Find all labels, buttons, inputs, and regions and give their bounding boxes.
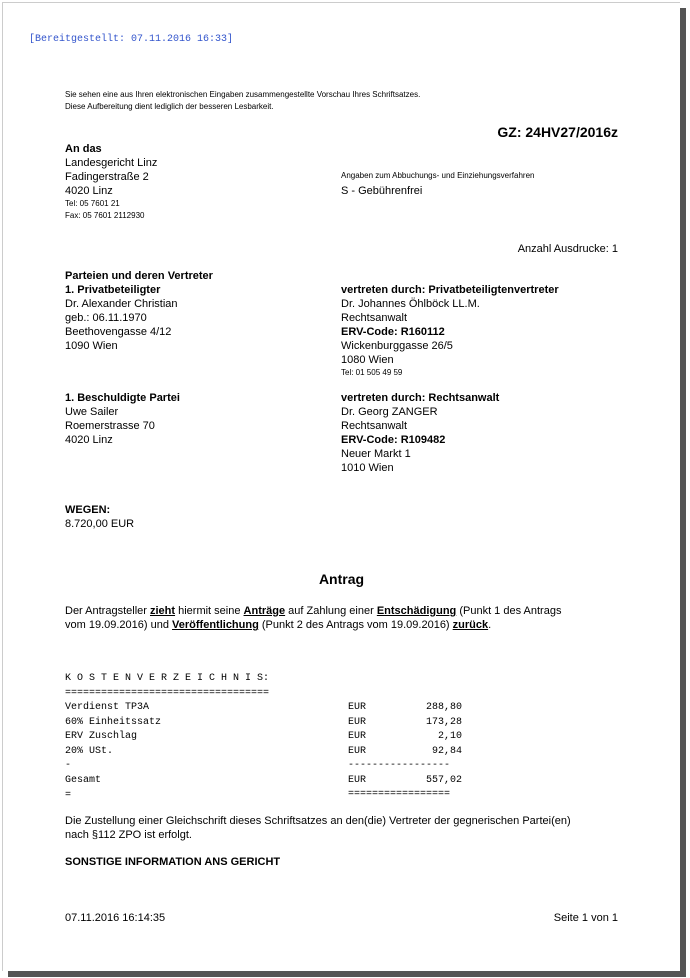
- antrag-text: auf Zahlung einer: [285, 605, 377, 617]
- addressee-heading: An das: [65, 143, 102, 155]
- party1-line: geb.: 06.11.1970: [65, 312, 147, 324]
- antrag-line-2: [65, 618, 561, 632]
- antrag-line-1: [65, 604, 561, 618]
- cost-row-currency: EUR: [348, 745, 367, 757]
- addressee-fax: Fax: 05 7601 2112930: [65, 211, 145, 220]
- footer-page-number: Seite 1 von 1: [553, 912, 618, 924]
- party2-line: Uwe Sailer: [65, 406, 119, 418]
- party1-rep-address: Wickenburggasse 26/5: [341, 340, 453, 352]
- antrag-text: (Punkt 2 des Antrags vom 19.09.2016): [258, 619, 453, 631]
- cost-rule-left: -: [65, 760, 72, 772]
- antrag-text: Der Antragsteller: [65, 605, 150, 617]
- party1-line: Dr. Alexander Christian: [65, 298, 178, 310]
- party2-rep-name: Dr. Georg ZANGER: [341, 406, 438, 418]
- preview-notice: [65, 89, 420, 113]
- party2-rep-title: Rechtsanwalt: [341, 420, 408, 432]
- cost-schedule-rule: ==================================: [65, 687, 270, 699]
- party2-role: 1. Beschuldigte Partei: [65, 392, 180, 404]
- antrag-text: .: [488, 619, 492, 631]
- party2-rep-heading: vertreten durch: Rechtsanwalt: [341, 392, 500, 404]
- cost-total-rule-right: =================: [348, 789, 451, 800]
- wegen-block: [65, 503, 134, 531]
- party1-rep-name: Dr. Johannes Öhlböck LL.M.: [341, 298, 480, 310]
- service-note: [65, 814, 571, 842]
- party2-rep-address: 1010 Wien: [341, 462, 394, 474]
- cost-row-amount: 2,10: [437, 731, 462, 743]
- party2-line: Roemerstrasse 70: [65, 420, 155, 432]
- case-number: GZ: 24HV27/2016z: [497, 124, 618, 140]
- wegen-amount: 8.720,00 EUR: [65, 518, 135, 530]
- party1-block: [65, 269, 213, 353]
- cost-row-label: 60% Einheitssatz: [65, 716, 162, 728]
- parties-heading: Parteien und deren Vertreter: [65, 270, 213, 282]
- fees-label: Angaben zum Abbuchungs- und Einziehungsverfahren: [341, 171, 535, 180]
- provision-stamp: [Bereitgestellt: 07.11.2016 16:33]: [29, 34, 234, 45]
- cost-row-currency: EUR: [348, 716, 367, 728]
- cost-schedule-heading: K O S T E N V E R Z E I C H N I S:: [65, 673, 270, 684]
- print-count: Anzahl Ausdrucke: 1: [517, 243, 618, 255]
- cost-row-label: 20% USt.: [65, 745, 114, 757]
- antrag-emphasis: Veröffentlichung: [172, 619, 259, 631]
- antrag-emphasis: zurück: [452, 619, 489, 631]
- cost-total-label: Gesamt: [65, 774, 102, 786]
- service-note-line: nach §112 ZPO ist erfolgt.: [65, 829, 192, 841]
- other-info-heading: SONSTIGE INFORMATION ANS GERICHT: [65, 856, 281, 868]
- antrag-title: Antrag: [318, 571, 365, 587]
- preview-notice-line: Diese Aufbereitung dient lediglich der besseren Lesbarkeit.: [65, 102, 274, 111]
- antrag-emphasis: Anträge: [243, 605, 286, 617]
- antrag-emphasis: zieht: [149, 605, 176, 617]
- antrag-text: vom 19.09.2016) und: [65, 619, 173, 631]
- cost-row-amount: 92,84: [431, 745, 462, 757]
- party1-role: 1. Privatbeteiligter: [65, 284, 161, 296]
- cost-total-currency: EUR: [348, 774, 367, 786]
- cost-row-currency: EUR: [348, 702, 367, 713]
- cost-row-currency: EUR: [348, 731, 367, 743]
- addressee-tel: Tel: 05 7601 21: [65, 199, 120, 208]
- addressee-line: Landesgericht Linz: [65, 157, 158, 169]
- addressee-line: Fadingerstraße 2: [65, 171, 149, 183]
- party1-rep-erv-code: ERV-Code: R160112: [341, 326, 445, 338]
- cost-total-amount: 557,02: [425, 774, 462, 786]
- addressee-block: [65, 142, 157, 222]
- antrag-body: [65, 604, 561, 632]
- party1-rep-tel: Tel: 01 505 49 59: [341, 368, 403, 377]
- service-note-line: Die Zustellung einer Gleichschrift dieses Schriftsatzes an den(die) Vertreter der gegnerischen Partei(en): [65, 815, 571, 827]
- cost-total-rule-left: =: [65, 789, 72, 801]
- antrag-text: (Punkt 1 des Antrags: [456, 605, 562, 617]
- party2-rep-erv-code: ERV-Code: R109482: [341, 434, 446, 446]
- document-page: [2, 2, 680, 971]
- party1-representative: [341, 283, 559, 379]
- party2-representative: [341, 391, 499, 475]
- cost-row-amount: 173,28: [425, 716, 462, 728]
- cost-schedule: [65, 672, 269, 701]
- party1-rep-heading: vertreten durch: Privatbeteiligtenvertreter: [341, 284, 559, 296]
- party1-line: Beethovengasse 4/12: [65, 326, 172, 338]
- party2-block: [65, 391, 180, 447]
- wegen-label: WEGEN:: [65, 504, 111, 516]
- antrag-emphasis: Entschädigung: [376, 605, 457, 617]
- cost-amounts: [348, 701, 462, 789]
- addressee-line: 4020 Linz: [65, 185, 113, 197]
- party2-rep-address: Neuer Markt 1: [341, 448, 411, 460]
- cost-row-label: Verdienst TP3A: [65, 702, 150, 713]
- party1-rep-title: Rechtsanwalt: [341, 312, 408, 324]
- fees-value: S - Gebührenfrei: [341, 185, 423, 197]
- cost-rule-right: -----------------: [348, 760, 451, 771]
- footer-timestamp: 07.11.2016 16:14:35: [65, 912, 166, 924]
- party1-rep-address: 1080 Wien: [341, 354, 394, 366]
- preview-notice-line: Sie sehen eine aus Ihren elektronischen Eingaben zusammengestellte Vorschau Ihres Schriftsatzes.: [65, 90, 421, 99]
- cost-row-amount: 288,80: [425, 702, 462, 713]
- antrag-text: hiermit seine: [175, 605, 244, 617]
- party1-line: 1090 Wien: [65, 340, 118, 352]
- cost-labels: [65, 701, 161, 803]
- cost-row-label: ERV Zuschlag: [65, 731, 138, 743]
- party2-line: 4020 Linz: [65, 434, 113, 446]
